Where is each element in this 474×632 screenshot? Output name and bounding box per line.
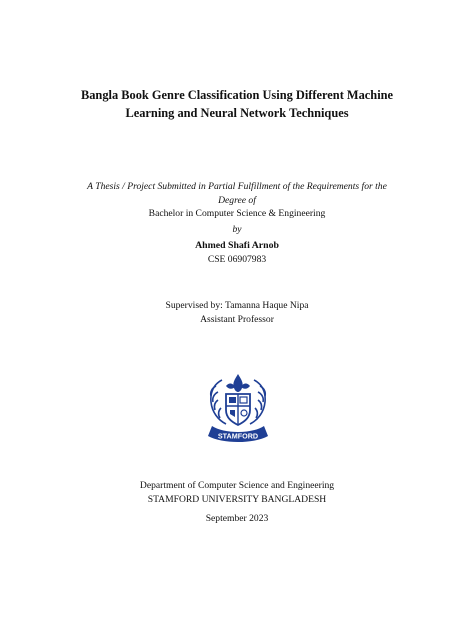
stamford-university-logo — [202, 370, 274, 450]
submission-statement-line-1: A Thesis / Project Submitted in Partial Fulfillment of the Requirements for the — [87, 181, 387, 192]
university-name: STAMFORD UNIVERSITY BANGLADESH — [147, 494, 327, 505]
degree-name: Bachelor in Computer Science & Engineering — [148, 208, 326, 219]
author-id: CSE 06907983 — [207, 254, 267, 265]
supervisor-line: Supervised by: Tamanna Haque Nipa — [165, 300, 309, 311]
submission-date: September 2023 — [205, 513, 269, 524]
supervisor-title: Assistant Professor — [200, 314, 274, 325]
logo-banner-text: STAMFORD — [217, 431, 259, 441]
author-name: Ahmed Shafi Arnob — [195, 240, 279, 251]
thesis-title-line-2: Learning and Neural Network Techniques — [125, 106, 349, 120]
department-name: Department of Computer Science and Engineering — [139, 480, 335, 491]
submission-statement-line-2: Degree of — [218, 195, 256, 206]
thesis-title-line-1: Bangla Book Genre Classification Using Different Machine — [80, 88, 394, 102]
by-label: by — [232, 224, 242, 235]
